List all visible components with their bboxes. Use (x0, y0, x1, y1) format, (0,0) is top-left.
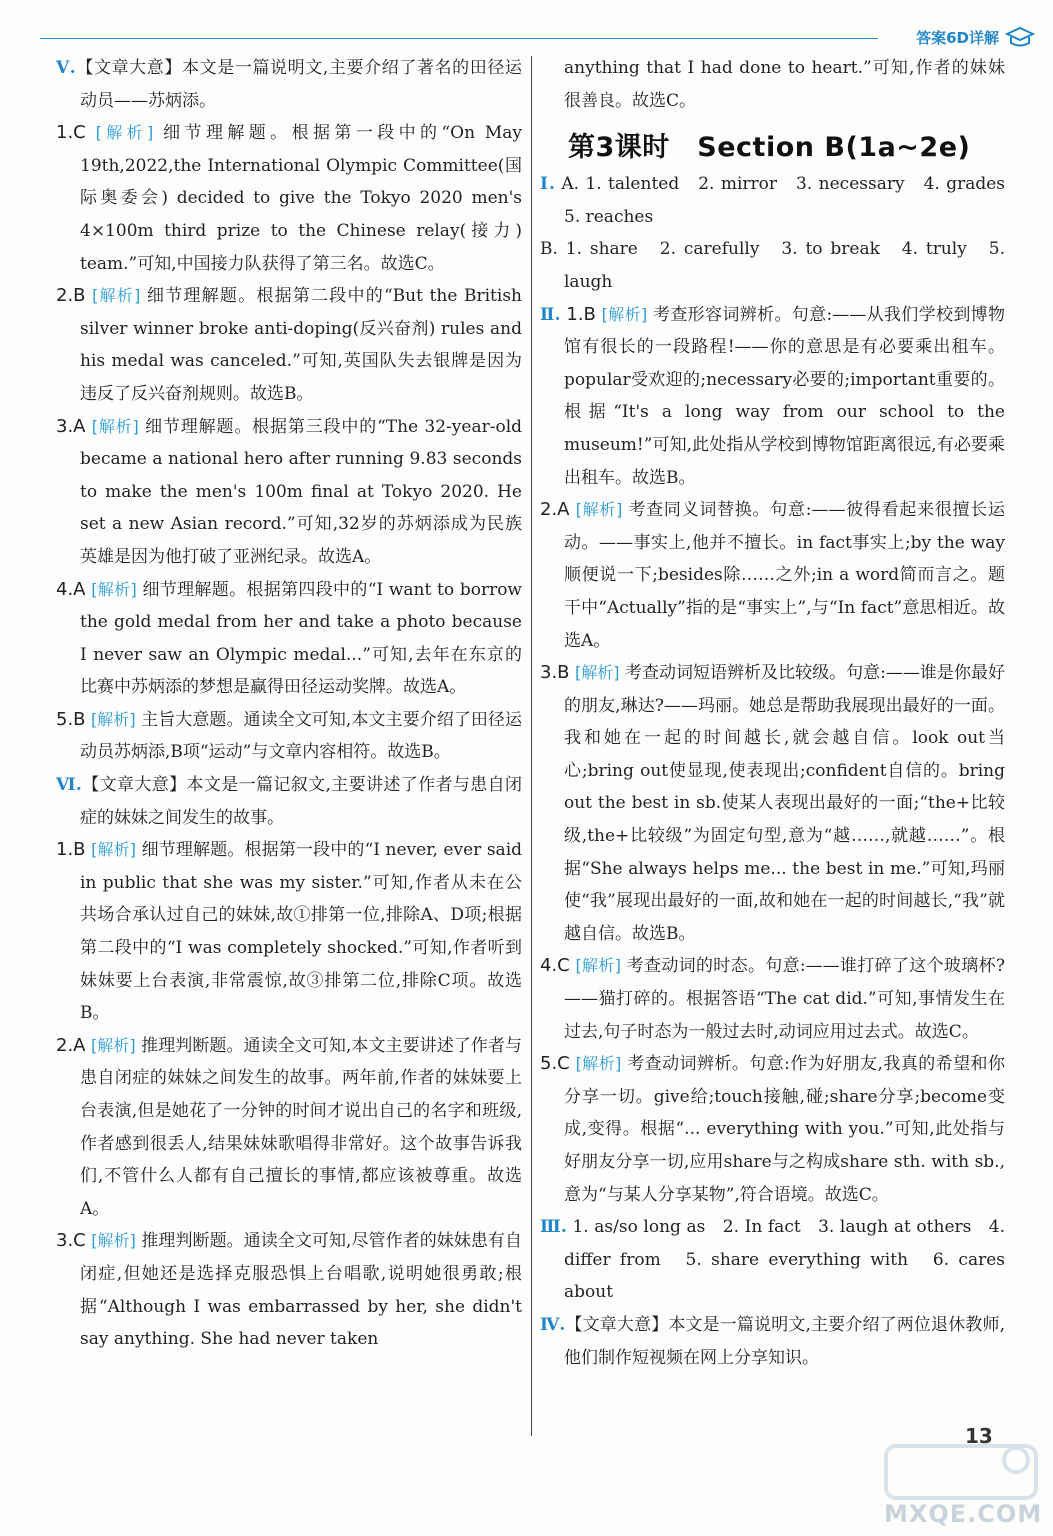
answer-item: 3.A [解析] 细节理解题。根据第三段中的“The 32-year-old became a national hero after running 9.83 seconds to make the men's 100m final at Tokyo 2020. He set a new Asian record.”可知,32岁的苏炳添成为民族英雄是因为他打破了亚洲纪录。故选A。 (56, 415, 523, 567)
answer-item: 4.C [解析] 考查动词的时态。句意:——谁打碎了这个玻璃杯?——猫打碎的。根据答语“The cat did.”可知,事情发生在过去,句子时态为一般过去时,动词应用过去式。故选C。 (540, 955, 1006, 1042)
answer-item: 2.A [解析] 考查同义词替换。句意:——彼得看起来很擅长运动。——事实上,他并不擅长。in fact事实上;by the way顺便说一下;besides除……之外;in a word简而言之。题干中“Actually”指的是“事实上”,与“In fact”意思相近。故选A。 (540, 499, 1005, 651)
continuation-text: anything that I had done to heart.”可知,作者的妹妹很善良。故选C。 (564, 58, 1005, 111)
answer-item: 3.C [解析] 推理判断题。通读全文可知,尽管作者的妹妹患有自闭症,但她还是选择克服恐惧上台唱歌,说明她很勇敢;根据“Although I was embarrassed by her, she didn't say anything. She had never taken (56, 1230, 522, 1350)
section-ii-1: Ⅱ. 1.B [解析] 考查形容词辨析。句意:——从我们学校到博物馆有很长的一段路程!——你的意思是有必要乘出租车。popular受欢迎的;necessary必要的;important重要的。根据“It's a long way from our school to the museum!”可知,此处指从学校到博物馆距离很远,有必要乘出租车。故选B。 (540, 303, 1006, 488)
header-label: 答案6D详解 (916, 28, 999, 47)
page-number: 13 (965, 1424, 993, 1448)
book-icon (1005, 26, 1035, 48)
section-iii: Ⅲ. 1. as/so long as 2. In fact 3. laugh at others 4. differ from 5. share everything with 6. cares about (540, 1217, 1005, 1303)
section-i-a: Ⅰ. A. 1. talented 2. mirror 3. necessary 4. grades 5. reaches (540, 174, 1023, 227)
section-i-b: B. 1. share 2. carefully 3. to break 4. truly 5. laugh (540, 239, 1005, 292)
section-v: Ⅴ.【文章大意】本文是一篇说明文,主要介绍了著名的田径运动员——苏炳添。 (56, 58, 523, 111)
left-column (56, 52, 522, 1356)
answer-item: 4.A [解析] 细节理解题。根据第四段中的“I want to borrow the gold medal from her and take a photo because I never saw an Olympic medal...”可知,去年在东京的比赛中苏炳添的梦想是赢得田径运动奖牌。故选A。 (56, 578, 522, 698)
answer-item: 2.B [解析] 细节理解题。根据第二段中的“But the British silver winner broke anti-doping(反兴奋剂) rules and his medal was canceled.”可知,英国队失去银牌是因为违反了反兴奋剂规则。故选B。 (56, 285, 523, 404)
answer-item: 3.B [解析] 考查动词短语辨析及比较级。句意:——谁是你最好的朋友,琳达?——玛丽。她总是帮助我展现出最好的一面。我和她在一起的时间越长,就会越自信。look out当心;bring out使显现,使表现出;confident自信的。bring out the best in sb.使某人表现出最好的一面;“the+比较级,the+比较级”为固定句型,意为“越……,就越……”。根据“She always helps me... the best in me.”可知,玛丽使“我”展现出最好的一面,故和她在一起的时间越长,“我”就越自信。故选B。 (540, 662, 1005, 944)
watermark-text: MXQE.COM (884, 1500, 1043, 1528)
lesson-title: 第3课时 Section B(1a~2e) (568, 132, 971, 164)
header-rule (40, 38, 878, 39)
answer-item: 1.C [解析] 细节理解题。根据第一段中的“On May 19th,2022,the International Olympic Committee(国际奥委会) decided to give the Tokyo 2020 men's 4×100m third prize to the Chinese relay(接力) team.”可知,中国接力队获得了第三名。故选C。 (56, 122, 522, 274)
column-divider (531, 56, 532, 1436)
section-iv: Ⅳ.【文章大意】本文是一篇说明文,主要介绍了两位退休教师,他们制作短视频在网上分享知识。 (540, 1314, 1005, 1368)
section-vi: Ⅵ.【文章大意】本文是一篇记叙文,主要讲述了作者与患自闭症的妹妹之间发生的故事。 (56, 775, 522, 828)
answer-item: 5.C [解析] 考查动词辨析。句意:作为好朋友,我真的希望和你分享一切。give给;touch接触,碰;share分享;become变成,变得。根据“... everything with you.”可知,此处指与好朋友分享一切,应用share与之构成share sth. with sb.,意为“与某人分享某物”,符合语境。故选C。 (540, 1053, 1005, 1205)
right-column (540, 52, 1023, 1374)
answer-item: 2.A [解析] 推理判断题。通读全文可知,本文主要讲述了作者与患自闭症的妹妹之间发生的故事。两年前,作者的妹妹要上台表演,但是她花了一分钟的时间才说出自己的名字和班级,作者感到很丢人,结果妹妹歌唱得非常好。这个故事告诉我们,不管什么人都有自己擅长的事情,都应该被尊重。故选A。 (56, 1034, 523, 1219)
answer-item: 1.B [解析] 细节理解题。根据第一段中的“I never, ever said in public that she was my sister.”可知,作者从未在公共场合承认过自己的妹妹,故①排第一位,排除A、D项;根据第二段中的“I was completely shocked.”可知,作者听到妹妹要上台表演,非常震惊,故③排第二位,排除C项。故选B。 (56, 839, 523, 1024)
page-header (916, 26, 1035, 48)
answer-item: 5.B [解析] 主旨大意题。通读全文可知,本文主要介绍了田径运动员苏炳添,B项“运动”与文章内容相符。故选B。 (56, 708, 522, 763)
